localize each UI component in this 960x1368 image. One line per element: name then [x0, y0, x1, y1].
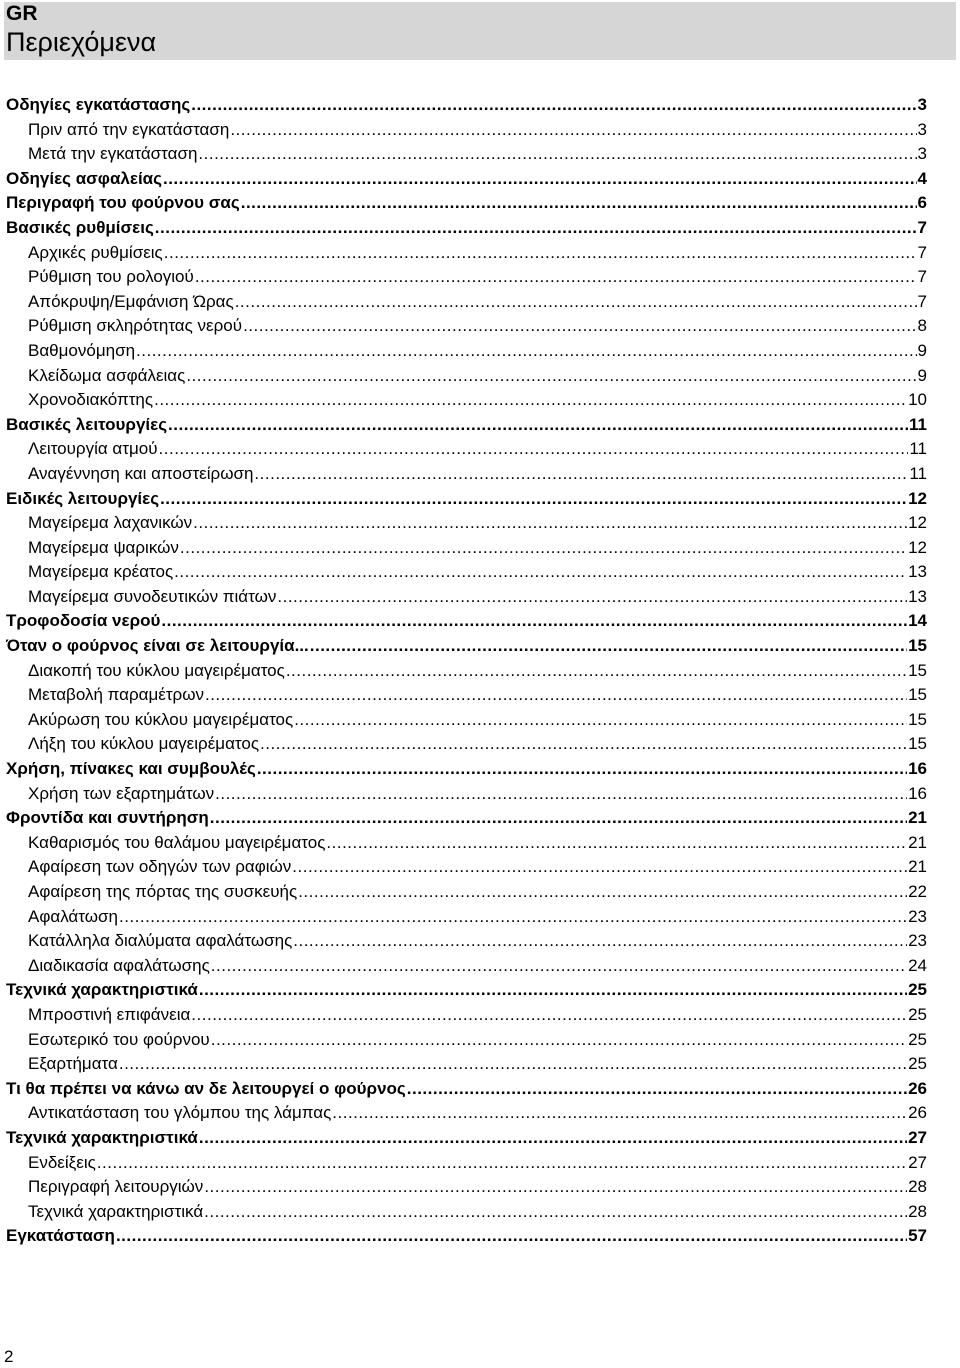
toc-entry-page: 3	[917, 144, 927, 164]
toc-section-entry[interactable]	[6, 980, 927, 1005]
dot-leader	[294, 710, 907, 730]
dot-leader	[191, 95, 916, 115]
toc-entry-label: Κατάλληλα διαλύματα αφαλάτωσης	[28, 931, 293, 951]
toc-section-entry[interactable]	[6, 1079, 927, 1104]
toc-entry-page: 22	[908, 882, 927, 901]
toc-entry-label: Διακοπή του κύκλου μαγειρέματος	[28, 660, 285, 680]
toc-entry-label: Μαγείρεμα κρέατος	[28, 562, 174, 582]
toc-entry-page: 13	[908, 562, 927, 582]
toc-entry-label: Χρήση των εξαρτημάτων	[28, 783, 215, 803]
toc-subsection-entry[interactable]	[6, 587, 927, 612]
toc-entry-page: 3	[917, 119, 927, 139]
toc-entry-label: Τεχνικά χαρακτηριστικά	[6, 980, 198, 1000]
dot-leader	[155, 218, 917, 238]
dot-leader	[235, 292, 917, 312]
dot-leader	[191, 1005, 907, 1025]
toc-entry-page: 57	[908, 1226, 927, 1246]
dot-leader	[97, 1153, 907, 1173]
toc-entry-label: Εξαρτήματα	[28, 1054, 118, 1074]
dot-leader	[204, 1202, 907, 1222]
dot-leader	[186, 366, 916, 386]
toc-entry-label: Μπροστινή επιφάνεια	[28, 1004, 191, 1024]
toc-entry-label: Τεχνικά χαρακτηριστικά	[6, 1127, 198, 1147]
toc-entry-page: 25	[908, 1029, 927, 1049]
toc-entry-label: Χρήση, πίνακες και συμβουλές	[6, 759, 256, 779]
toc-subsection-entry[interactable]	[6, 1202, 927, 1227]
dot-leader	[163, 169, 917, 189]
toc-entry-label: Ειδικές λειτουργίες	[6, 488, 160, 508]
toc-entry-page: 15	[908, 660, 927, 680]
toc-entry-page: 3	[917, 95, 927, 114]
toc-entry-label: Καθαρισμός του θαλάμου μαγειρέματος	[28, 832, 326, 852]
toc-entry-page: 15	[908, 709, 927, 729]
toc-entry-page: 11	[909, 463, 927, 483]
toc-entry-label: Μαγείρεμα ψαρικών	[28, 537, 179, 557]
toc-entry-page: 13	[908, 586, 927, 606]
dot-leader	[230, 120, 916, 140]
toc-entry-label: Μετά την εγκατάσταση	[28, 144, 198, 164]
toc-entry-label: Ρύθμιση του ρολογιού	[28, 267, 194, 287]
toc-entry-label: Τεχνικά χαρακτηριστικά	[28, 1201, 204, 1221]
toc-entry-page: 27	[908, 1152, 927, 1172]
toc-subsection-entry[interactable]	[6, 833, 927, 858]
toc-section-entry[interactable]	[6, 808, 927, 833]
toc-entry-label: Αντικατάσταση του γλόμπου της λάμπας	[28, 1103, 332, 1123]
toc-entry-label: Όταν ο φούρνος είναι σε λειτουργία...	[6, 636, 309, 656]
toc-entry-page: 7	[917, 217, 927, 237]
dot-leader	[293, 931, 907, 951]
toc-subsection-entry[interactable]	[6, 1177, 927, 1202]
toc-entry-page: 25	[908, 980, 927, 1000]
dot-leader	[292, 857, 907, 877]
toc-entry-page: 9	[917, 340, 927, 360]
toc-subsection-entry[interactable]	[6, 1103, 927, 1128]
toc-subsection-entry[interactable]	[6, 366, 927, 391]
dot-leader	[211, 956, 907, 976]
dot-leader	[257, 759, 907, 779]
dot-leader	[168, 415, 908, 435]
toc-entry-page: 26	[908, 1078, 927, 1098]
toc-entry-page: 12	[908, 513, 927, 533]
dot-leader	[199, 980, 907, 1000]
dot-leader	[204, 1177, 907, 1197]
toc-subsection-entry[interactable]	[6, 784, 927, 809]
dot-leader	[332, 1103, 907, 1123]
toc-entry-page: 15	[908, 636, 927, 656]
dot-leader	[119, 907, 907, 927]
toc-entry-page: 7	[917, 291, 927, 311]
dot-leader	[164, 243, 917, 263]
toc-entry-page: 9	[917, 365, 927, 385]
toc-subsection-entry[interactable]	[6, 907, 927, 932]
toc-entry-label: Αφαίρεση των οδηγών των ραφιών	[28, 857, 292, 877]
toc-entry-page: 16	[908, 759, 927, 779]
toc-entry-label: Βαθμονόμηση	[28, 340, 136, 360]
toc-section-entry[interactable]	[6, 218, 927, 243]
toc-entry-label: Αναγέννηση και αποστείρωση	[28, 463, 254, 483]
dot-leader	[198, 144, 916, 164]
dot-leader	[260, 734, 907, 754]
toc-subsection-entry[interactable]	[6, 243, 927, 268]
toc-entry-page: 14	[908, 611, 927, 631]
toc-entry-label: Πριν από την εγκατάσταση	[28, 119, 230, 139]
toc-section-entry[interactable]	[6, 95, 927, 120]
toc-entry-label: Ενδείξεις	[28, 1152, 96, 1172]
toc-entry-page: 4	[917, 168, 927, 188]
toc-subsection-entry[interactable]	[6, 734, 927, 759]
toc-subsection-entry[interactable]	[6, 120, 927, 145]
toc-subsection-entry[interactable]	[6, 292, 927, 317]
toc-section-entry[interactable]	[6, 636, 927, 661]
dot-leader	[211, 1030, 907, 1050]
dot-leader	[254, 464, 908, 484]
dot-leader	[136, 341, 917, 361]
toc-entry-page: 8	[917, 316, 927, 336]
toc-subsection-entry[interactable]	[6, 464, 927, 489]
toc-subsection-entry[interactable]	[6, 513, 927, 538]
toc-subsection-entry[interactable]	[6, 685, 927, 710]
dot-leader	[277, 587, 907, 607]
toc-subsection-entry[interactable]	[6, 1054, 927, 1079]
toc-entry-label: Αφαίρεση της πόρτας της συσκευής	[28, 882, 298, 901]
toc-subsection-entry[interactable]	[6, 439, 927, 464]
dot-leader	[199, 1128, 907, 1148]
toc-entry-page: 23	[908, 906, 927, 926]
toc-entry-page: 21	[908, 832, 927, 852]
toc-entry-page: 15	[908, 734, 927, 754]
toc-subsection-entry[interactable]	[6, 956, 927, 981]
dot-leader	[407, 1079, 907, 1099]
toc-entry-label: Οδηγίες ασφαλείας	[6, 168, 162, 188]
dot-leader	[180, 538, 907, 558]
toc-entry-label: Τροφοδοσία νερού	[6, 611, 161, 631]
toc-subsection-entry[interactable]	[6, 316, 927, 341]
dot-leader	[193, 513, 907, 533]
dot-leader	[161, 611, 907, 631]
toc-entry-page: 25	[908, 1054, 927, 1074]
toc-entry-page: 27	[908, 1127, 927, 1147]
dot-leader	[310, 636, 907, 656]
page-number: 2	[4, 1347, 14, 1366]
toc-entry-label: Οδηγίες εγκατάστασης	[6, 95, 191, 114]
toc-subsection-entry[interactable]	[6, 1153, 927, 1178]
toc-section-entry[interactable]	[6, 169, 927, 194]
dot-leader	[116, 1226, 907, 1246]
toc-entry-page: 24	[908, 955, 927, 975]
dot-leader	[195, 267, 917, 287]
toc-subsection-entry[interactable]	[6, 562, 927, 587]
dot-leader	[205, 685, 907, 705]
toc-subsection-entry[interactable]	[6, 538, 927, 563]
toc-section-entry[interactable]	[6, 193, 927, 218]
toc-subsection-entry[interactable]	[6, 661, 927, 686]
toc-entry-page: 28	[908, 1201, 927, 1221]
toc-entry-label: Απόκρυψη/Εμφάνιση Ώρας	[28, 291, 234, 311]
toc-entry-label: Βασικές ρυθμίσεις	[6, 217, 154, 237]
toc-entry-label: Μαγείρεμα συνοδευτικών πιάτων	[28, 586, 277, 606]
dot-leader	[298, 882, 907, 902]
toc-entry-page: 21	[908, 857, 927, 877]
toc-entry-page: 25	[908, 1004, 927, 1024]
toc-entry-label: Διαδικασία αφαλάτωσης	[28, 955, 210, 975]
toc-subsection-entry[interactable]	[6, 710, 927, 735]
toc-entry-page: 26	[908, 1103, 927, 1123]
toc-entry-page: 7	[917, 267, 927, 287]
toc-section-entry[interactable]	[6, 759, 927, 784]
toc-subsection-entry[interactable]	[6, 882, 927, 907]
dot-leader	[119, 1054, 907, 1074]
toc-section-entry[interactable]	[6, 611, 927, 636]
toc-entry-label: Εσωτερικό του φούρνου	[28, 1029, 210, 1049]
toc-entry-label: Περιγραφή λειτουργιών	[28, 1177, 204, 1197]
dot-leader	[174, 562, 907, 582]
toc-entry-page: 11	[909, 414, 927, 434]
toc-section-entry[interactable]	[6, 415, 927, 440]
toc-entry-page: 10	[908, 390, 927, 410]
toc-entry-label: Λειτουργία ατμού	[28, 439, 158, 459]
toc-subsection-entry[interactable]	[6, 857, 927, 882]
dot-leader	[159, 439, 909, 459]
toc-entry-page: 23	[908, 931, 927, 951]
toc-entry-page: 16	[908, 783, 927, 803]
toc-entry-label: Βασικές λειτουργίες	[6, 414, 168, 434]
toc-entry-label: Μεταβολή παραμέτρων	[28, 685, 204, 705]
toc-entry-label: Εγκατάσταση	[6, 1226, 115, 1246]
dot-leader	[286, 661, 907, 681]
toc-entry-label: Περιγραφή του φούρνου σας	[6, 193, 240, 213]
toc-entry-page: 28	[908, 1177, 927, 1197]
toc-subsection-entry[interactable]	[6, 1030, 927, 1055]
toc-subsection-entry[interactable]	[6, 144, 927, 169]
toc-subsection-entry[interactable]	[6, 390, 927, 415]
dot-leader	[160, 489, 907, 509]
toc-subsection-entry[interactable]	[6, 931, 927, 956]
toc-section-entry[interactable]	[6, 1226, 927, 1251]
toc-section-entry[interactable]	[6, 489, 927, 514]
toc-entry-label: Αρχικές ρυθμίσεις	[28, 242, 163, 262]
dot-leader	[154, 390, 907, 410]
toc-entry-page: 7	[917, 242, 927, 262]
toc-entry-label: Αφαλάτωση	[28, 906, 118, 926]
toc-entry-page: 6	[917, 193, 927, 213]
toc-entry-label: Φροντίδα και συντήρηση	[6, 808, 209, 828]
toc-entry-label: Μαγείρεμα λαχανικών	[28, 513, 193, 533]
toc-entry-page: 11	[909, 439, 927, 459]
dot-leader	[210, 808, 907, 828]
dot-leader	[215, 784, 907, 804]
toc-entry-label: Χρονοδιακόπτης	[28, 390, 154, 410]
toc-entry-label: Κλείδωμα ασφάλειας	[28, 365, 186, 385]
toc-entry-label: Ρύθμιση σκληρότητας νερού	[28, 316, 243, 336]
dot-leader	[326, 833, 907, 853]
page-header	[4, 2, 956, 60]
dot-leader	[241, 193, 917, 213]
toc-entry-page: 12	[908, 488, 927, 508]
toc-subsection-entry[interactable]	[6, 1005, 927, 1030]
toc-entry-page: 15	[908, 685, 927, 705]
toc-entry-page: 12	[908, 537, 927, 557]
toc-subsection-entry[interactable]	[6, 341, 927, 366]
page-title: Περιεχόμενα	[6, 27, 157, 57]
toc-entry-label: Λήξη του κύκλου μαγειρέματος	[28, 734, 260, 754]
dot-leader	[243, 316, 916, 336]
toc-subsection-entry[interactable]	[6, 267, 927, 292]
table-of-contents	[6, 95, 927, 1251]
toc-entry-label: Ακύρωση του κύκλου μαγειρέματος	[28, 709, 294, 729]
toc-entry-page: 21	[908, 808, 927, 828]
language-code: GR	[6, 2, 38, 25]
toc-entry-label: Τι θα πρέπει να κάνω αν δε λειτουργεί ο φούρνος	[6, 1078, 406, 1098]
toc-section-entry[interactable]	[6, 1128, 927, 1153]
